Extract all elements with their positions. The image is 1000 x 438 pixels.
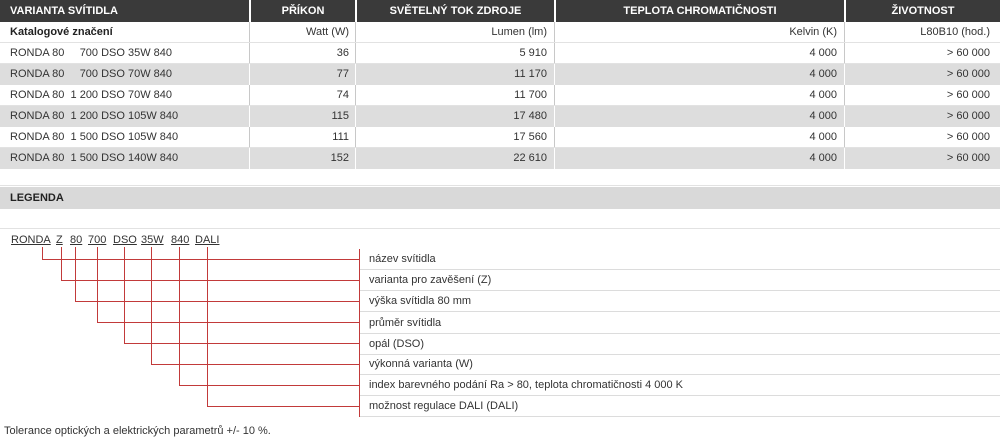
header-luminous-flux: SVĚTELNÝ TOK ZDROJE [389,5,522,17]
legend-item: opál (DSO) [359,334,1000,355]
row-life: > 60 000 [946,68,990,80]
legend-header [0,187,1000,209]
unit-lumen: Lumen (lm) [491,26,547,38]
row-life: > 60 000 [946,89,990,101]
header-power: PŘÍKON [281,5,325,17]
table-row [0,85,1000,106]
row-name: RONDA 80 1 500 DSO 105W 840 [10,131,179,143]
footnote: Tolerance optických a elektrických parametrů +/- 10 %. [4,425,271,437]
code-part: DSO [113,234,137,246]
unit-kelvin: Kelvin (K) [789,26,837,38]
header-variant: VARIANTA SVÍTIDLA [10,5,118,17]
row-watt: 111 [332,131,349,143]
row-lumen: 17 480 [513,110,547,122]
legend-item: název svítidla [359,249,1000,270]
row-kelvin: 4 000 [809,68,837,80]
table-row [0,106,1000,127]
row-name: RONDA 80 700 DSO 70W 840 [10,68,173,80]
row-lumen: 11 170 [514,68,547,80]
code-part: Z [56,234,63,246]
legend-item: výška svítidla 80 mm [359,291,1000,312]
row-life: > 60 000 [946,110,990,122]
table-row [0,148,1000,169]
spacer-row [0,169,1000,186]
row-lumen: 17 560 [513,131,547,143]
code-part: 80 [70,234,83,246]
row-lumen: 11 700 [514,89,547,101]
units-row [0,22,1000,43]
table-header [0,0,1000,22]
row-name: RONDA 80 1 200 DSO 70W 840 [10,89,173,101]
unit-catalog: Katalogové značení [10,26,113,38]
row-life: > 60 000 [946,47,990,59]
legend-item: možnost regulace DALI (DALI) [359,396,1000,417]
row-name: RONDA 80 1 200 DSO 105W 840 [10,110,179,122]
table-row [0,43,1000,64]
row-name: RONDA 80 700 DSO 35W 840 [10,47,173,59]
table-row [0,64,1000,85]
row-kelvin: 4 000 [809,131,837,143]
legend-item: varianta pro zavěšení (Z) [359,270,1000,291]
row-life: > 60 000 [946,152,990,164]
row-watt: 77 [336,68,349,80]
table-row [0,127,1000,148]
row-watt: 115 [331,110,349,122]
row-watt: 36 [336,47,349,59]
row-life: > 60 000 [946,131,990,143]
legend-item: průměr svítidla [359,313,1000,334]
unit-life: L80B10 (hod.) [920,26,990,38]
row-watt: 152 [330,152,349,164]
row-watt: 74 [336,89,349,101]
row-name: RONDA 80 1 500 DSO 140W 840 [10,152,179,164]
row-lumen: 5 910 [519,47,547,59]
code-part: DALI [195,234,220,246]
legend-code [0,232,260,248]
row-kelvin: 4 000 [809,89,837,101]
row-kelvin: 4 000 [809,110,837,122]
code-part: 700 [88,234,107,246]
unit-watt: Watt (W) [306,26,349,38]
header-color-temperature: TEPLOTA CHROMATIČNOSTI [623,5,777,17]
code-part: 840 [171,234,190,246]
row-kelvin: 4 000 [809,152,837,164]
legend-title: LEGENDA [10,192,64,204]
row-lumen: 22 610 [513,152,547,164]
legend-spacer [0,209,1000,229]
row-kelvin: 4 000 [809,47,837,59]
legend-item: index barevného podání Ra > 80, teplota chromatičnosti 4 000 K [359,375,1000,396]
legend-item: výkonná varianta (W) [359,354,1000,375]
code-part: 35W [141,234,164,246]
header-lifetime: ŽIVOTNOST [891,5,955,17]
code-part: RONDA [11,234,51,246]
